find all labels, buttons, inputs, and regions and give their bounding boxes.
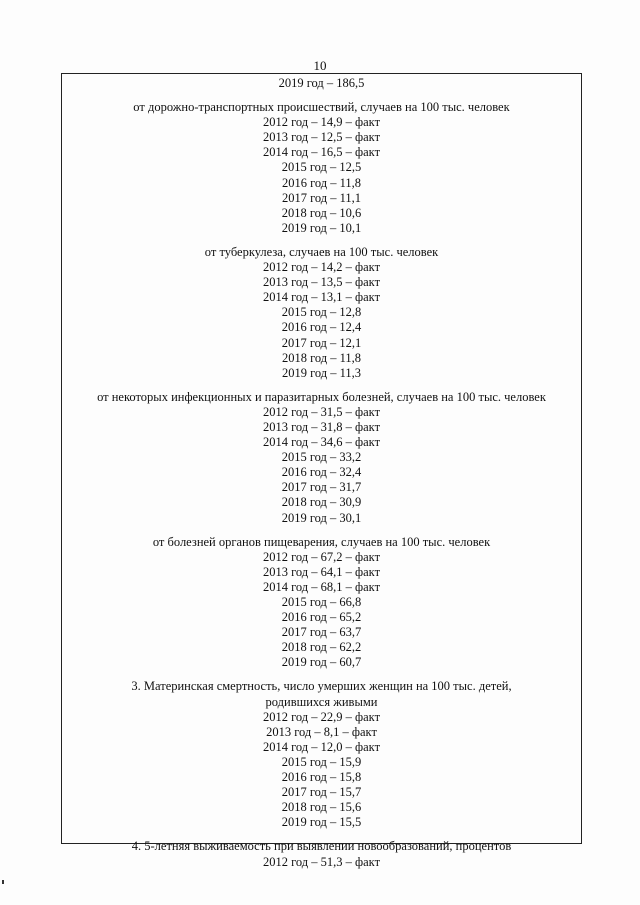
year-value-row: 2017 год – 63,7 [281, 625, 362, 640]
section-heading: от туберкулеза, случаев на 100 тыс. человек [204, 244, 439, 259]
year-value-row: 2015 год – 33,2 [281, 450, 362, 465]
indicator-section [62, 390, 581, 526]
year-value-row: 2017 год – 15,7 [281, 785, 362, 800]
year-value-row: 2018 год – 10,6 [281, 205, 362, 220]
section-gap [62, 236, 581, 245]
section-heading: от болезней органов пищеварения, случаев на 100 тыс. человек [152, 534, 491, 549]
year-value-row: 2019 год – 11,3 [281, 365, 362, 380]
year-value-row: 2016 год – 11,8 [281, 175, 362, 190]
indicator-section [62, 100, 581, 236]
year-value-row: 2018 год – 62,2 [281, 640, 362, 655]
section-gap [62, 91, 581, 100]
page-number: 10 [313, 58, 327, 73]
year-value-row: 2014 год – 16,5 – факт [262, 145, 381, 160]
year-value-row: 2015 год – 12,5 [281, 160, 362, 175]
section-heading: от дорожно-транспортных происшествий, случаев на 100 тыс. человек [133, 100, 510, 115]
year-value-row: 2014 год – 68,1 – факт [262, 579, 381, 594]
indicator-section [62, 679, 581, 830]
year-value-row: 2015 год – 15,9 [281, 754, 362, 769]
year-value-row: 2016 год – 32,4 [281, 465, 362, 480]
indicator-section [62, 245, 581, 381]
year-value-row: 2019 год – 15,5 [281, 815, 362, 830]
year-value-row: 2012 год – 67,2 – факт [262, 549, 381, 564]
year-value-row: 2015 год – 12,8 [281, 305, 362, 320]
year-value-row: 2012 год – 22,9 – факт [262, 709, 381, 724]
section-heading: 3. Материнская смертность, число умерших женщин на 100 тыс. детей, [131, 679, 512, 694]
year-value-row: 2019 год – 60,7 [281, 655, 362, 670]
indicator-section [62, 839, 581, 869]
year-value-row: 2018 год – 15,6 [281, 800, 362, 815]
section-gap [62, 670, 581, 679]
year-value-row: 2016 год – 12,4 [281, 320, 362, 335]
indicator-list [62, 76, 581, 870]
section-gap [62, 526, 581, 535]
year-value-row: 2016 год – 65,2 [281, 610, 362, 625]
year-value-row: 2013 год – 64,1 – факт [262, 564, 381, 579]
scan-mark [2, 880, 4, 884]
year-value-row: 2012 год – 14,2 – факт [262, 260, 381, 275]
year-value-row: 2019 год – 10,1 [281, 220, 362, 235]
year-value-row: 2017 год – 31,7 [281, 480, 362, 495]
year-value-row: 2014 год – 13,1 – факт [262, 290, 381, 305]
year-value-row: 2014 год – 34,6 – факт [262, 435, 381, 450]
section-gap [62, 830, 581, 839]
year-value-row: 2018 год – 30,9 [281, 495, 362, 510]
year-value-row: 2012 год – 14,9 – факт [262, 115, 381, 130]
year-value-row: 2013 год – 12,5 – факт [262, 130, 381, 145]
year-value-row: 2018 год – 11,8 [281, 350, 362, 365]
section-gap [62, 381, 581, 390]
year-value-row: 2013 год – 13,5 – факт [262, 275, 381, 290]
year-value-row: 2012 год – 31,5 – факт [262, 404, 381, 419]
year-value-row: 2015 год – 66,8 [281, 595, 362, 609]
year-value-row: 2014 год – 12,0 – факт [262, 739, 381, 754]
indicator-section [62, 535, 581, 671]
section-heading: от некоторых инфекционных и паразитарных болезней, случаев на 100 тыс. человек [97, 389, 546, 404]
section-heading: родившихся живыми [265, 694, 378, 709]
year-value-row: 2017 год – 12,1 [281, 335, 362, 350]
section-heading: 4. 5-летняя выживаемость при выявлении новообразований, процентов [131, 839, 512, 854]
continuation-line: 2019 год – 186,5 [278, 76, 365, 90]
year-value-row: 2013 год – 8,1 – факт [266, 724, 377, 739]
year-value-row: 2016 год – 15,8 [281, 770, 362, 785]
year-value-row: 2017 год – 11,1 [281, 190, 362, 205]
year-value-row: 2019 год – 30,1 [281, 510, 362, 525]
year-value-row: 2012 год – 51,3 – факт [262, 854, 381, 869]
indicator-frame [61, 73, 582, 869]
year-value-row: 2013 год – 31,8 – факт [262, 419, 381, 434]
